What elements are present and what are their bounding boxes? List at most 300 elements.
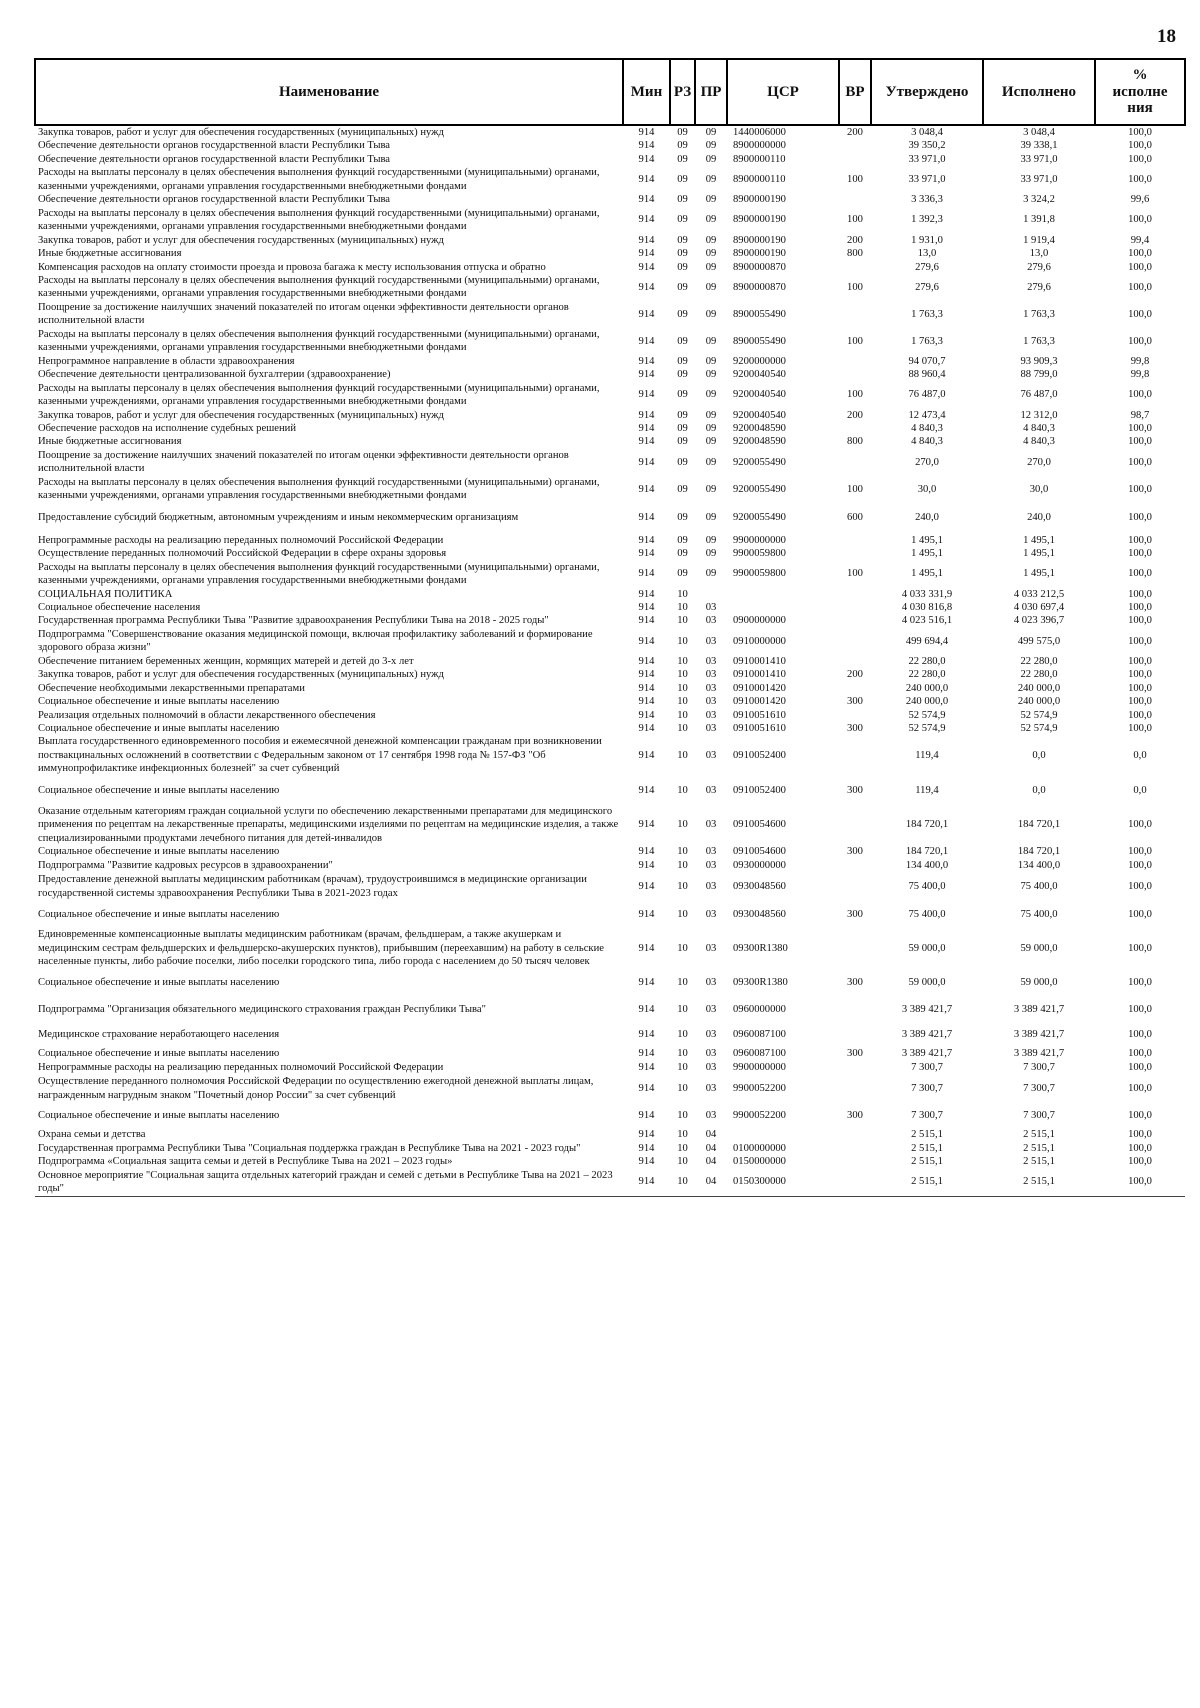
cell-rz: 10 [677,1061,688,1073]
col-header-min: Мин [623,59,670,125]
table-row [35,928,1185,968]
cell-approved: 52 574,9 [908,723,946,735]
cell-pct: 100,0 [1128,456,1152,468]
cell-name: Государственная программа Республики Тыва "Развитие здравоохранения Республики Тыва на 2018 - 2025 годы" [38,615,549,627]
cell-vr [839,735,871,775]
cell-approved: 279,6 [915,261,939,273]
cell-name: Предоставление субсидий бюджетным, автономным учреждениям и иным некоммерческим организациям [38,512,519,524]
cell-pr: 09 [705,548,717,560]
cell-name: Иные бюджетные ассигнования [38,436,182,448]
cell-executed: 13,0 [1029,248,1049,260]
cell-pr: 03 [705,696,717,708]
table-row [35,125,1185,139]
cell-pr: 04 [705,1156,717,1168]
cell-approved: 1 495,1 [911,534,943,546]
cell-approved: 1 931,0 [911,234,943,246]
cell-executed: 270,0 [1027,456,1051,468]
cell-vr: 100 [847,174,863,186]
table-row [35,328,1185,355]
table-row [35,776,1185,805]
cell-name: Социальное обеспечение и иные выплаты населению [38,846,280,858]
cell-name: Социальное обеспечение населения [38,601,201,613]
cell-min: 914 [638,194,655,206]
cell-executed: 1 495,1 [1023,534,1055,546]
cell-csr: 8900055490 [733,308,786,320]
cell-approved: 119,4 [915,749,939,761]
cell-name: Единовременные компенсационные выплаты медицинским работникам (врачам, фельдшерам, а также акушеркам и медицинским сестрам фельдшерских и фельдшерско-акушерских пунктов), прибывшим (переехавшим) на работу в сельские населенные пункты, либо рабочие поселки, либо поселки городского типа, либо города с населением до 50 тысяч человек [38,929,604,968]
cell-csr: 0910000000 [733,635,786,647]
cell-vr: 300 [847,723,863,735]
cell-pr: 09 [705,369,717,381]
cell-name: Подпрограмма "Организация обязательного медицинского страхования граждан Республики Тыва" [38,1004,486,1016]
cell-approved: 2 515,1 [911,1142,943,1154]
cell-min: 914 [638,234,655,246]
cell-approved: 1 763,3 [911,308,943,320]
cell-rz: 10 [677,846,688,858]
cell-executed: 184 720,1 [1017,819,1061,831]
cell-vr [839,449,871,476]
table-row [35,274,1185,301]
cell-rz: 09 [677,261,688,273]
cell-rz: 10 [677,1004,688,1016]
cell-executed: 93 909,3 [1020,355,1058,367]
cell-min: 914 [638,456,655,468]
cell-vr [839,601,871,614]
table-row [35,153,1185,166]
cell-min: 914 [638,174,655,186]
cell-min: 914 [638,942,655,954]
cell-rz: 10 [677,1110,688,1122]
cell-rz: 09 [677,127,688,138]
cell-approved: 59 000,0 [908,977,946,989]
cell-csr: 9900000000 [733,534,786,546]
cell-pr: 09 [705,422,717,434]
cell-approved: 22 280,0 [908,669,946,681]
cell-vr: 200 [847,669,863,681]
cell-rz: 09 [677,436,688,448]
cell-pr: 09 [705,335,717,347]
cell-vr: 300 [847,784,863,796]
cell-pr: 03 [705,1004,717,1016]
table-row [35,247,1185,260]
cell-vr: 300 [847,1048,863,1060]
cell-csr: 8900000190 [733,214,786,226]
cell-vr: 300 [847,696,863,708]
table-row [35,534,1185,547]
cell-pr: 09 [705,281,717,293]
cell-approved: 279,6 [915,281,939,293]
cell-pr: 03 [705,601,717,613]
cell-vr: 200 [847,234,863,246]
cell-rz: 10 [677,723,688,735]
cell-pct: 99,4 [1130,234,1150,246]
cell-rz: 09 [677,548,688,560]
cell-approved: 76 487,0 [908,389,946,401]
cell-pr: 09 [705,127,717,138]
cell-pr: 03 [705,655,717,667]
cell-name: Социальное обеспечение и иные выплаты населению [38,977,280,989]
cell-executed: 88 799,0 [1020,369,1058,381]
cell-min: 914 [638,369,655,381]
cell-pct: 100,0 [1128,846,1152,858]
table-row [35,722,1185,735]
cell-pr: 09 [705,389,717,401]
cell-rz: 09 [677,568,688,580]
cell-approved: 88 960,4 [908,369,946,381]
cell-name: Подпрограмма «Социальная защита семьи и детей в Республике Тыва на 2021 – 2023 годы» [38,1156,453,1168]
table-body [35,125,1185,1196]
cell-csr: 0910051610 [733,723,786,735]
cell-pct: 99,8 [1130,355,1150,367]
cell-rz: 09 [677,308,688,320]
cell-min: 914 [638,281,655,293]
cell-min: 914 [638,1129,655,1141]
cell-csr: 8900000870 [733,281,786,293]
cell-pr: 09 [705,409,717,421]
cell-pct: 100,0 [1128,1061,1152,1073]
cell-approved: 270,0 [915,456,939,468]
table-row [35,968,1185,997]
table-row [35,382,1185,409]
cell-pct: 100,0 [1128,153,1152,165]
col-header-executed: Исполнено [983,59,1095,125]
cell-name: Реализация отдельных полномочий в области лекарственного обеспечения [38,709,376,721]
cell-approved: 1 495,1 [911,568,943,580]
cell-csr: 0910052400 [733,749,786,761]
cell-approved: 33 971,0 [908,174,946,186]
cell-pr: 09 [705,174,717,186]
cell-min: 914 [638,248,655,260]
cell-approved: 3 389 421,7 [901,1004,953,1016]
cell-executed: 3 389 421,7 [1013,1029,1065,1041]
cell-pct: 100,0 [1095,1169,1185,1196]
cell-pr: 03 [705,669,717,681]
table-row [35,655,1185,668]
cell-csr: 0930048560 [733,880,786,892]
cell-min: 914 [638,214,655,226]
table-header-row [35,59,1185,125]
table-row [35,1061,1185,1074]
cell-pr: 03 [705,859,717,871]
cell-rz: 10 [677,1142,688,1154]
table-row [35,682,1185,695]
cell-csr: 0910001420 [733,696,786,708]
cell-pct: 100,0 [1128,908,1152,920]
cell-approved: 33 971,0 [908,153,946,165]
cell-pr: 03 [705,942,717,954]
cell-approved: 134 400,0 [905,859,949,871]
cell-rz: 09 [677,369,688,381]
cell-min: 914 [638,749,655,761]
cell-csr: 8900000190 [733,248,786,260]
cell-executed: 279,6 [1027,261,1051,273]
cell-rz: 10 [677,880,688,892]
cell-name: Охрана семьи и детства [38,1129,146,1141]
cell-executed: 75 400,0 [1020,908,1058,920]
cell-pr: 09 [705,248,717,260]
cell-min: 914 [623,1169,670,1196]
cell-executed: 12 312,0 [1020,409,1058,421]
cell-pct: 100,0 [1128,655,1152,667]
cell-pr: 03 [705,723,717,735]
cell-pct: 100,0 [1128,1142,1152,1154]
cell-vr [839,368,871,381]
cell-pct: 100,0 [1128,682,1152,694]
cell-min: 914 [638,709,655,721]
cell-approved: 13,0 [917,248,937,260]
cell-approved: 75 400,0 [908,908,946,920]
cell-name: Компенсация расходов на оплату стоимости проезда и провоза багажа к месту использования отпуска и обратно [38,261,546,273]
cell-name: Осуществление переданного полномочия Российской Федерации по осуществлению ежегодной денежной выплаты лицам, награжденным нагрудным знаком "Почетный донор России" за счет субвенций [38,1076,594,1101]
cell-csr: 9900059800 [733,568,786,580]
cell-name: Предоставление денежной выплаты медицинским работникам (врачам), трудоустроившимся в медицинские организации государственной системы здравоохранения Республики Тыва в 2021-2023 годах [38,874,587,899]
cell-pr: 09 [705,261,717,273]
cell-pct: 100,0 [1128,436,1152,448]
col-header-name: Наименование [35,59,623,125]
cell-pct: 100,0 [1128,696,1152,708]
cell-executed: 33 971,0 [1020,174,1058,186]
table-row [35,1074,1185,1103]
cell-name: Непрограммные расходы на реализацию переданных полномочий Российской Федерации [38,1061,444,1073]
cell-executed: 33 971,0 [1020,153,1058,165]
cell-min: 914 [638,1029,655,1041]
cell-rz: 10 [677,819,688,831]
cell-approved: 1 392,3 [911,214,943,226]
cell-csr: 9900059800 [733,548,786,560]
cell-csr: 8900000000 [733,140,786,152]
cell-min: 914 [638,534,655,546]
cell-min: 914 [638,1142,655,1154]
cell-name: Социальное обеспечение и иные выплаты населению [38,784,280,796]
cell-pct: 100,0 [1128,548,1152,560]
cell-vr: 300 [847,908,863,920]
cell-executed: 2 515,1 [1023,1142,1055,1154]
cell-vr [839,422,871,435]
col-header-pct-line1: % [1132,66,1148,83]
cell-min: 914 [638,846,655,858]
cell-pct: 100,0 [1128,819,1152,831]
table-row [35,476,1185,503]
cell-pr: 09 [705,214,717,226]
cell-csr: 8900000110 [733,174,786,186]
cell-rz: 10 [677,859,688,871]
table-row [35,1128,1185,1141]
cell-csr: 0100000000 [733,1142,786,1154]
table-row [35,409,1185,422]
cell-name: Поощрение за достижение наилучших значений показателей по итогам оценки эффективности деятельности органов исполнительной власти [38,449,569,475]
col-header-pct [1095,59,1185,125]
cell-csr: 0960087100 [733,1048,786,1060]
cell-csr: 9200048590 [733,422,786,434]
cell-rz: 10 [677,1129,688,1141]
cell-vr [839,1061,871,1074]
table-row [35,139,1185,152]
cell-name: Социальное обеспечение и иные выплаты населению [38,1110,280,1122]
cell-csr: 8900000870 [733,261,786,273]
cell-executed: 3 048,4 [1023,127,1055,138]
col-header-approved: Утверждено [871,59,983,125]
cell-executed: 22 280,0 [1020,655,1058,667]
cell-rz: 10 [677,942,688,954]
cell-pr: 09 [705,483,717,495]
cell-csr [727,588,839,601]
cell-pct: 100,0 [1128,568,1152,580]
table-row [35,234,1185,247]
cell-approved: 12 473,4 [908,409,946,421]
table-row [35,261,1185,274]
cell-vr [839,588,871,601]
cell-rz: 09 [677,534,688,546]
table-row [35,1047,1185,1060]
cell-csr [727,601,839,614]
cell-pr: 03 [705,1083,717,1095]
table-row [35,668,1185,681]
cell-rz: 10 [677,635,688,647]
cell-csr: 0910052400 [733,784,786,796]
table-row [35,422,1185,435]
cell-approved: 1 495,1 [911,548,943,560]
cell-vr [839,547,871,560]
cell-csr: 0910001420 [733,682,786,694]
cell-rz: 09 [677,248,688,260]
cell-min: 914 [638,1004,655,1016]
cell-pct: 100,0 [1128,127,1152,138]
cell-approved: 59 000,0 [908,942,946,954]
table-row [35,355,1185,368]
cell-pr [695,588,727,601]
cell-min: 914 [638,436,655,448]
cell-pr: 03 [705,880,717,892]
cell-executed: 39 338,1 [1020,140,1058,152]
cell-vr [839,682,871,695]
cell-approved: 75 400,0 [908,880,946,892]
cell-rz: 10 [677,601,688,613]
cell-executed: 1 763,3 [1023,308,1055,320]
cell-pct: 100,0 [1128,615,1152,627]
cell-rz: 10 [677,1048,688,1060]
cell-vr: 300 [847,977,863,989]
cell-name: Выплата государственного единовременного пособия и ежемесячной денежной компенсации гражданам при возникновении поствакцинальных осложнений в соответствии с Федеральным законом от 17 сентября 1998 года № 157-ФЗ "Об иммунопрофилактике инфекционных болезней" за счет субвенций [38,736,602,775]
cell-min: 914 [638,422,655,434]
cell-executed: 30,0 [1029,483,1049,495]
cell-approved: 4 023 516,1 [901,615,953,627]
cell-name: Непрограммные расходы на реализацию переданных полномочий Российской Федерации [38,534,444,546]
budget-table-wrapper [34,58,1184,1197]
cell-min: 914 [638,635,655,647]
cell-csr: 8900055490 [733,335,786,347]
cell-approved: 39 350,2 [908,140,946,152]
cell-executed: 4 033 212,5 [1013,588,1065,600]
cell-executed: 1 391,8 [1023,214,1055,226]
cell-rz: 09 [677,456,688,468]
cell-pr: 09 [705,534,717,546]
cell-pct: 100,0 [1128,1156,1152,1168]
cell-pr: 04 [705,1129,717,1141]
cell-csr: 9900052200 [733,1083,786,1095]
cell-csr: 0900000000 [733,615,786,627]
cell-name: Обеспечение питанием беременных женщин, кормящих матерей и детей до 3-х лет [38,655,414,667]
cell-rz: 10 [677,1083,688,1095]
cell-name: Оказание отдельным категориям граждан социальной услуги по обеспечению лекарственными препаратами для медицинского применения по рецептам на лекарственные препараты, медицинскими изделиями по рецептам на медицинские изделия, а также специализированными продуктами лечебного питания для детей-инвалидов [38,805,619,844]
cell-approved: 1 763,3 [911,335,943,347]
cell-vr: 100 [847,483,863,495]
cell-vr [839,997,871,1022]
cell-rz: 10 [677,709,688,721]
cell-executed: 1 495,1 [1023,568,1055,580]
cell-rz: 10 [677,977,688,989]
col-header-vr: ВР [839,59,871,125]
cell-csr: 8900000110 [733,153,786,165]
cell-approved: 3 389 421,7 [901,1048,953,1060]
cell-min: 914 [638,1156,655,1168]
cell-min: 914 [638,615,655,627]
cell-name: Социальное обеспечение и иные выплаты населению [38,1048,280,1060]
cell-min: 914 [638,880,655,892]
cell-approved: 240 000,0 [905,682,949,694]
cell-min: 914 [638,1048,655,1060]
cell-approved: 52 574,9 [908,709,946,721]
cell-min: 914 [638,601,655,613]
cell-pct: 100,0 [1128,335,1152,347]
cell-executed: 499 575,0 [1017,635,1061,647]
cell-approved: 4 840,3 [911,422,943,434]
cell-csr: 0910054600 [733,819,786,831]
table-row [35,1022,1185,1047]
table-row [35,1142,1185,1155]
cell-pr: 03 [705,1048,717,1060]
cell-min: 914 [638,335,655,347]
cell-name: Подпрограмма "Развитие кадровых ресурсов в здравоохранении" [38,859,333,871]
cell-pct: 100,0 [1128,140,1152,152]
cell-pct: 100,0 [1128,512,1152,524]
cell-rz: 10 [677,749,688,761]
cell-name: Поощрение за достижение наилучших значений показателей по итогам оценки эффективности деятельности органов исполнительной власти [38,301,569,327]
table-row [35,628,1185,655]
cell-min: 914 [638,655,655,667]
cell-pct: 100,0 [1128,880,1152,892]
cell-pct: 100,0 [1128,422,1152,434]
cell-vr [839,1142,871,1155]
cell-executed: 2 515,1 [1023,1156,1055,1168]
cell-min: 914 [638,682,655,694]
cell-pr: 03 [705,1061,717,1073]
cell-executed: 1 763,3 [1023,335,1055,347]
cell-approved: 30,0 [917,483,937,495]
cell-name: Обеспечение деятельности органов государственной власти Республики Тыва [38,153,391,165]
cell-name: Расходы на выплаты персоналу в целях обеспечения выполнения функций государственными (муниципальными) органами, казенными учреждениями, органами управления государственными внебюджетными фондами [38,274,600,300]
cell-pct: 100,0 [1128,709,1152,721]
cell-min: 914 [638,669,655,681]
cell-pct: 100,0 [1128,214,1152,226]
table-row [35,997,1185,1022]
table-row [35,1103,1185,1128]
cell-pct: 100,0 [1128,601,1152,613]
cell-pr: 09 [705,456,717,468]
cell-vr: 100 [847,214,863,226]
cell-name: СОЦИАЛЬНАЯ ПОЛИТИКА [38,588,173,600]
cell-vr: 100 [847,335,863,347]
cell-rz: 10 [670,1169,695,1196]
cell-vr [839,193,871,206]
cell-pct: 100,0 [1128,389,1152,401]
cell-rz: 09 [677,153,688,165]
cell-rz: 10 [677,615,688,627]
cell-approved: 119,4 [915,784,939,796]
cell-executed: 52 574,9 [1020,709,1058,721]
cell-min: 914 [638,548,655,560]
cell-csr: 0910054600 [733,846,786,858]
cell-approved: 184 720,1 [905,819,949,831]
